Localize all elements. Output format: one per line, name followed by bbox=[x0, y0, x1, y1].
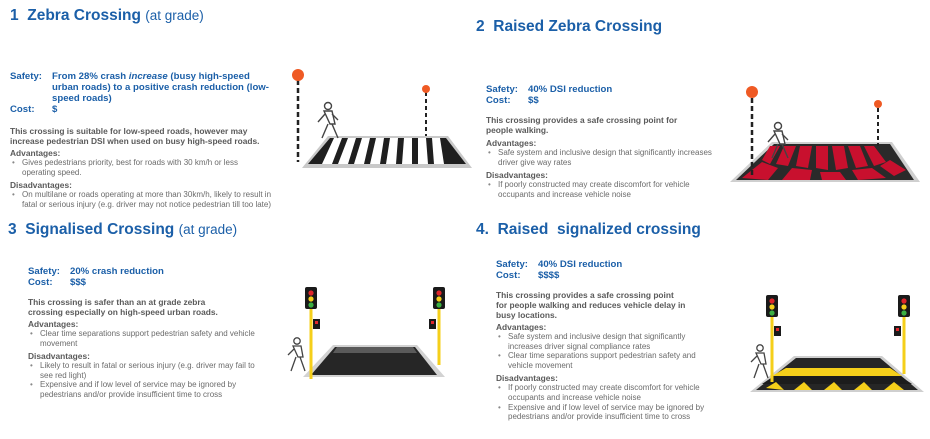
safety-value: 40% DSI reduction bbox=[538, 259, 623, 270]
description: This crossing is safer than an at grade zebra crossing especially on high-speed urban roads. bbox=[28, 297, 218, 317]
safety-label: Safety: bbox=[10, 71, 42, 82]
disadvantages-header: Disadvantages: bbox=[486, 170, 548, 181]
safety-value: From 28% crash increase (busy high-speed urban roads) to a positive crash reduction (low-speed roads) bbox=[52, 71, 269, 104]
safety-label: Safety: bbox=[28, 266, 60, 277]
title-main: Zebra Crossing bbox=[27, 7, 141, 24]
panel-title: 1 Zebra Crossing (at grade) bbox=[10, 7, 204, 24]
signalised-crossing-illustration bbox=[285, 285, 465, 390]
advantages-header: Advantages: bbox=[28, 319, 79, 329]
title-sub: (at grade) bbox=[145, 8, 204, 23]
advantages-list bbox=[496, 332, 706, 370]
list-item: • If poorly constructed may create discomfort for vehicle occupants and increase vehicle noise bbox=[496, 383, 706, 402]
panel-raised-signalized-crossing bbox=[476, 221, 716, 422]
safety-value: 40% DSI reduction bbox=[528, 84, 613, 95]
advantages-header: Advantages: bbox=[10, 148, 61, 158]
title-main: Raised Zebra Crossing bbox=[493, 18, 663, 35]
advantages-header: Advantages: bbox=[496, 322, 547, 332]
disadvantages-list bbox=[10, 190, 272, 209]
list-item: • Likely to result in fatal or serious injury (e.g. driver may fail to see red light) bbox=[28, 361, 258, 380]
disadvantages-header: Disadvantages: bbox=[28, 351, 90, 362]
raised-zebra-crossing-illustration bbox=[722, 80, 922, 186]
disadvantages-list bbox=[486, 180, 706, 199]
list-item: • If poorly constructed may create discomfort for vehicle occupants and increase vehicle noise bbox=[486, 180, 706, 199]
list-item: • Gives pedestrians priority, best for roads with 30 km/h or less operating speed. bbox=[10, 158, 272, 177]
description: This crossing provides a safe crossing point for people walking and reduces vehicle delay in busy locations. bbox=[496, 290, 686, 320]
cost-label: Cost: bbox=[10, 104, 35, 115]
safety-label: Safety: bbox=[496, 259, 528, 270]
list-item: • Expensive and if low level of service may be ignored by pedestrians and/or provide insufficient time to cross bbox=[496, 403, 706, 422]
panel-title: 3 Signalised Crossing (at grade) bbox=[8, 221, 238, 238]
cost-row bbox=[486, 95, 716, 106]
cost-row bbox=[10, 104, 272, 115]
list-item: • Clear time separations support pedestrian safety and vehicle movement bbox=[28, 329, 258, 348]
advantages-list bbox=[10, 158, 272, 177]
disadvantages-header: Disadvantages: bbox=[10, 180, 72, 191]
cost-value: $$$ bbox=[70, 277, 87, 288]
title-main: Signalised Crossing bbox=[25, 221, 175, 238]
cost-label: Cost: bbox=[496, 270, 521, 281]
cost-row bbox=[496, 270, 716, 281]
cost-value: $ bbox=[52, 104, 58, 115]
list-item: • Expensive and if low level of service may be ignored by pedestrians and/or provide insufficient time to cross bbox=[28, 380, 258, 399]
pedestrian-icon bbox=[751, 345, 768, 378]
raised-signalized-crossing-illustration bbox=[742, 292, 930, 404]
disadvantages-header: Disadvantages: bbox=[496, 373, 558, 384]
pedestrian-icon bbox=[318, 103, 338, 139]
description: This crossing is suitable for low-speed roads, however may increase pedestrian DSI when used on busy high-speed roads. bbox=[10, 126, 260, 146]
panel-signalised-crossing bbox=[8, 221, 258, 400]
disadvantages-list bbox=[496, 383, 706, 421]
title-sub: (at grade) bbox=[178, 222, 238, 237]
panel-title: 2 Raised Zebra Crossing bbox=[476, 18, 663, 35]
safety-value: 20% crash reduction bbox=[70, 266, 164, 277]
advantages-header: Advantages: bbox=[486, 138, 537, 148]
list-item: • Safe system and inclusive design that significantly increases driver signal compliance rates bbox=[496, 332, 706, 351]
panel-raised-zebra-crossing bbox=[476, 18, 716, 199]
safety-row bbox=[486, 84, 716, 95]
cost-label: Cost: bbox=[486, 95, 511, 106]
safety-row bbox=[28, 266, 258, 277]
list-item: • Safe system and inclusive design that significantly increases driver give way rates bbox=[486, 148, 716, 167]
cost-row bbox=[28, 277, 258, 288]
zebra-crossing-illustration bbox=[280, 62, 480, 172]
panel-zebra-crossing bbox=[10, 7, 272, 209]
advantages-list bbox=[28, 329, 258, 348]
list-item: • On multilane or roads operating at more than 30km/h, likely to result in fatal or serious injury (e.g. driver may not notice pedestrian till too late) bbox=[10, 190, 272, 209]
list-item: • Clear time separations support pedestrian safety and vehicle movement bbox=[496, 351, 706, 370]
title-main: Raised signalized crossing bbox=[497, 221, 701, 238]
safety-label: Safety: bbox=[486, 84, 518, 95]
cost-label: Cost: bbox=[28, 277, 53, 288]
panel-title: 4. Raised signalized crossing bbox=[476, 221, 701, 238]
cost-value: $$ bbox=[528, 95, 539, 106]
cost-value: $$$$ bbox=[538, 270, 560, 281]
advantages-list bbox=[486, 148, 716, 167]
disadvantages-list bbox=[28, 361, 258, 399]
description: This crossing provides a safe crossing point for people walking. bbox=[486, 115, 678, 135]
safety-row bbox=[496, 259, 716, 270]
pedestrian-icon bbox=[288, 338, 305, 371]
safety-row bbox=[10, 71, 272, 104]
